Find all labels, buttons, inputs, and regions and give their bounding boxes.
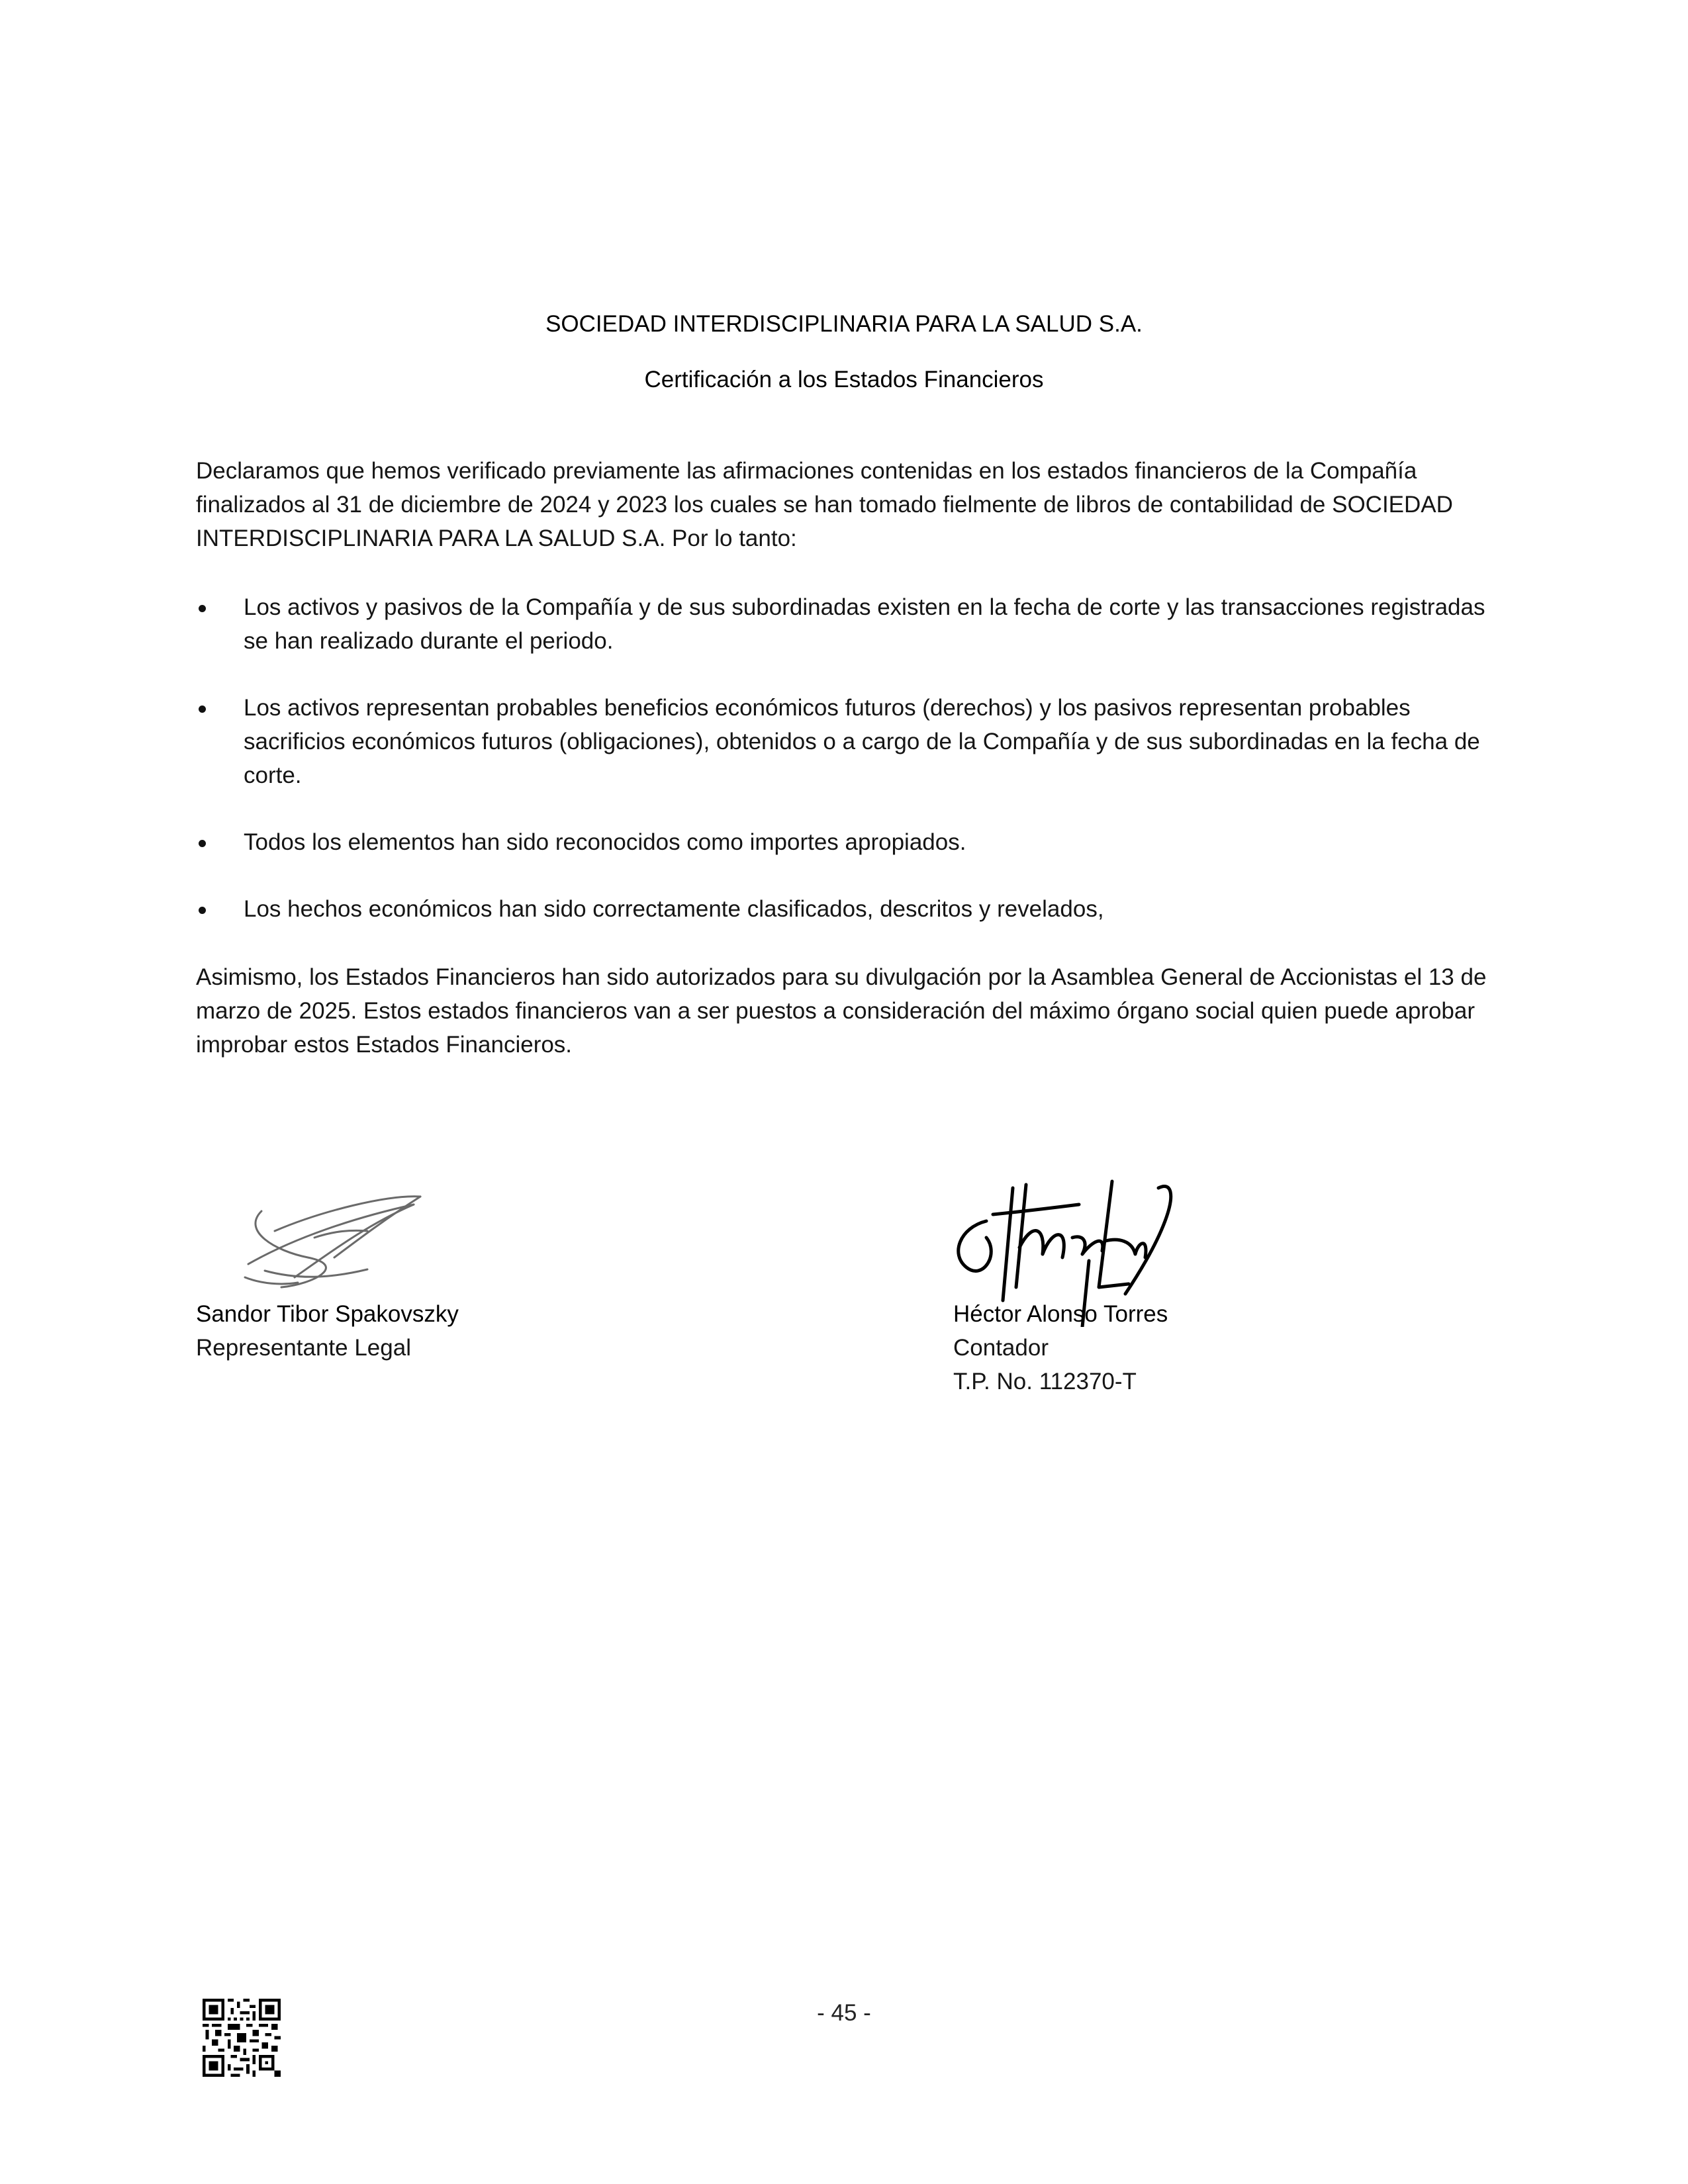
bullet-icon <box>199 605 206 612</box>
list-item-text: Todos los elementos han sido reconocidos como importes apropiados. <box>244 829 966 855</box>
qr-code-icon <box>203 1999 281 2077</box>
intro-paragraph: Declaramos que hemos verificado previamente las afirmaciones contenidas en los estados financieros de la Compañía finalizados al 31 de diciembre de 2024 y 2023 los cuales se han tomado fielmente de libros de contabilidad de SOCIEDAD INTERDISCIPLINARIA PARA LA SALUD S.A. Por lo tanto: <box>196 458 1453 551</box>
signature-left <box>196 1297 459 1365</box>
document-title: Certificación a los Estados Financieros <box>644 367 1044 392</box>
bullet-icon <box>199 705 206 713</box>
list-item <box>196 590 1513 658</box>
signer-name: Sandor Tibor Spakovszky <box>196 1301 459 1327</box>
list-item <box>196 825 1513 859</box>
list-item <box>196 892 1513 926</box>
signer-role: Contador <box>953 1335 1049 1361</box>
signer-name: Héctor Alonso Torres <box>953 1301 1168 1327</box>
bullet-icon <box>199 907 206 914</box>
page-number: - 45 - <box>817 2000 871 2026</box>
list-item-text: Los activos y pasivos de la Compañía y de sus subordinadas existen en la fecha de corte y las transacciones registradas se han realizado durante el periodo. <box>244 594 1485 654</box>
list-item <box>196 691 1513 792</box>
closing-paragraph: Asimismo, los Estados Financieros han sido autorizados para su divulgación por la Asamblea General de Accionistas el 13 de marzo de 2025. Estos estados financieros van a ser puestos a consideración del máximo órgano social quien puede aprobar improbar estos Estados Financieros. <box>196 964 1487 1058</box>
list-item-text: Los activos representan probables beneficios económicos futuros (derechos) y los pasivos representan probables sacrificios económicos futuros (obligaciones), obtenidos o a cargo de la Compañía y de sus subordinadas en la fecha de corte. <box>244 695 1480 788</box>
company-name: SOCIEDAD INTERDISCIPLINARIA PARA LA SALUD S.A. <box>545 311 1143 337</box>
signature-right <box>953 1297 1168 1398</box>
signer-license: T.P. No. 112370-T <box>953 1369 1137 1394</box>
signature-left-image <box>235 1191 427 1297</box>
signer-role: Representante Legal <box>196 1335 411 1361</box>
bullet-icon <box>199 840 206 847</box>
certification-list <box>196 590 1513 959</box>
list-item-text: Los hechos económicos han sido correctamente clasificados, descritos y revelados, <box>244 896 1104 922</box>
